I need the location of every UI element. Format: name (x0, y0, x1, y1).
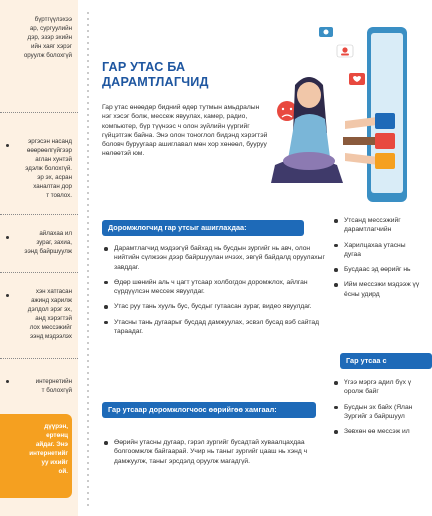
page-title (102, 60, 262, 90)
fragment-text: ар, сургуулийн (29, 25, 72, 32)
fragment-text: ертөнц (46, 432, 68, 439)
list-item: Харилцахаа утасны дугаа (332, 241, 424, 260)
right-column (332, 200, 420, 516)
right-list-2 (332, 378, 424, 442)
list-item: Бусдаас эд өөрийг нь (332, 265, 424, 274)
pointing-hands (343, 113, 395, 169)
profile-icon (337, 45, 353, 57)
title-line-1: ГАР УТАС БА (102, 60, 186, 74)
fragment-text: өөөрөөлгүйгээр (26, 147, 72, 154)
fragment-text: ийн хаяг хэрэг (31, 43, 72, 50)
dotted-border (86, 10, 90, 510)
fragment-text: ханалтан дор (33, 183, 72, 190)
fragment-text: интернетийг (29, 450, 68, 457)
fragment-text: хэн хатгасан (35, 288, 72, 295)
list-item: Өөрийн утасны дугаар, гэрэл зургийг бусадтай хуваалцахдаа болгоомжлж байгаарай. Учир нь таныг зургийг цааш нь хэнд ч дамжуулж, таныг эрсдэлд оруулж магадгүй. (102, 438, 332, 466)
fragment-text: зураг, захиа, (36, 239, 72, 246)
fragment-text: уу ихийг (41, 459, 68, 466)
fragment-text: т болохгүй (41, 387, 72, 394)
fragment-text: ажинд харилж (31, 297, 72, 304)
fragment-text: ээнд мэдээлэх (30, 333, 72, 340)
list-item: Утсанд мессэжийг дарамтлагчийн (332, 216, 424, 235)
heart-icon (349, 73, 365, 85)
list-item: Дарамтлагчид мэдээгүй байхад нь бусдын зургийг нь авч, олон нийтийн сүлжээн дээр байршуулан ичээх, эвгүй байдалд оруулахыг завддаг. (102, 244, 334, 272)
section-heading-3: Гар утсаа с (340, 353, 432, 369)
section-2-list (102, 438, 332, 472)
right-list-1 (332, 216, 424, 305)
fragment-text: ой. (58, 468, 68, 475)
title-line-2: ДАРАМТЛАГЧИД (102, 75, 209, 89)
fragment-text: дэлдол эрэг эх, (27, 306, 72, 313)
fragment-text: бүртгүүлэхээ (34, 16, 72, 23)
fragment-text: эргэсэн насанд (28, 138, 72, 145)
left-panel (0, 0, 78, 516)
fragment-text: эр эх, асран (37, 174, 72, 181)
fragment-text: оруулж болохгүй (23, 52, 72, 59)
divider (0, 112, 78, 113)
bullying-illustration (265, 25, 400, 195)
section-1-list (102, 244, 334, 342)
list-item: Өдөр шөнийн аль ч цагт утсаар холбогдон доромжлох, айлган сүрдүүлсэн мессеж явуулдаг. (102, 278, 334, 297)
intro-paragraph: Гар утас өнөөдөр бидний өдөр тутмын амьдралын нэг хэсэг болж, мессеж явуулах, камер, радио, компьютер, бүр түүнээс ч олон зүйлийн үүргийг гүйцэтгэж байна. Энэ олон тоноглол бидэнд хэрэгтэй боловч буруугаар ашиглавал мөн хор хөнөөл, бууруу нөлөөтэй юм. (102, 104, 268, 158)
divider (0, 214, 78, 215)
fragment-text: ээнд байршуулж (24, 248, 72, 255)
camera-icon (319, 27, 333, 37)
fragment-text: айдаг. Энэ (35, 441, 68, 448)
section-heading-2: Гар утсаар доромжлогчоос өөрийгөө хамгаал: (102, 402, 316, 418)
fragment-text: айлахаа ил (39, 230, 72, 237)
fragment-text: дэр, эзэр эхийн (27, 34, 72, 41)
fragment-text: интернетийн (35, 378, 72, 385)
section-heading-1: Доромжлогчид гар утсыг ашиглахдаа: (102, 220, 304, 236)
list-item: Зөвхөн өө мессэж ил (332, 427, 424, 436)
list-item: Үгээ мэргэ адил бүх ү оролж байг (332, 378, 424, 397)
list-item: Ийм мессэжи мэдээж үү ёсны удирд (332, 280, 424, 299)
list-item: Утас руу тань хууль бус, бусдыг гутаасан зураг, видео явуулдаг. (102, 302, 334, 311)
list-item: Бусдын эх байх (Ялан Зургийг з байршуул (332, 403, 424, 422)
fragment-text: т товлох. (46, 192, 72, 199)
list-item: Утасны тань дугаарыг бусдад дамжуулах, эсвэл бусад вэб сайтад тараадаг. (102, 318, 334, 337)
fragment-text: эдэлж болохгүй. (25, 165, 72, 172)
fragment-text: аглан хунтэй (35, 156, 72, 163)
fragment-text: дүүрэн, (44, 423, 68, 430)
fragment-text: лох мессэжийг (29, 324, 72, 331)
divider (0, 358, 78, 359)
divider (0, 272, 78, 273)
note-box (0, 414, 72, 498)
fragment-text: анд хэрэгтэй (35, 315, 72, 322)
girl-figure (271, 77, 343, 183)
